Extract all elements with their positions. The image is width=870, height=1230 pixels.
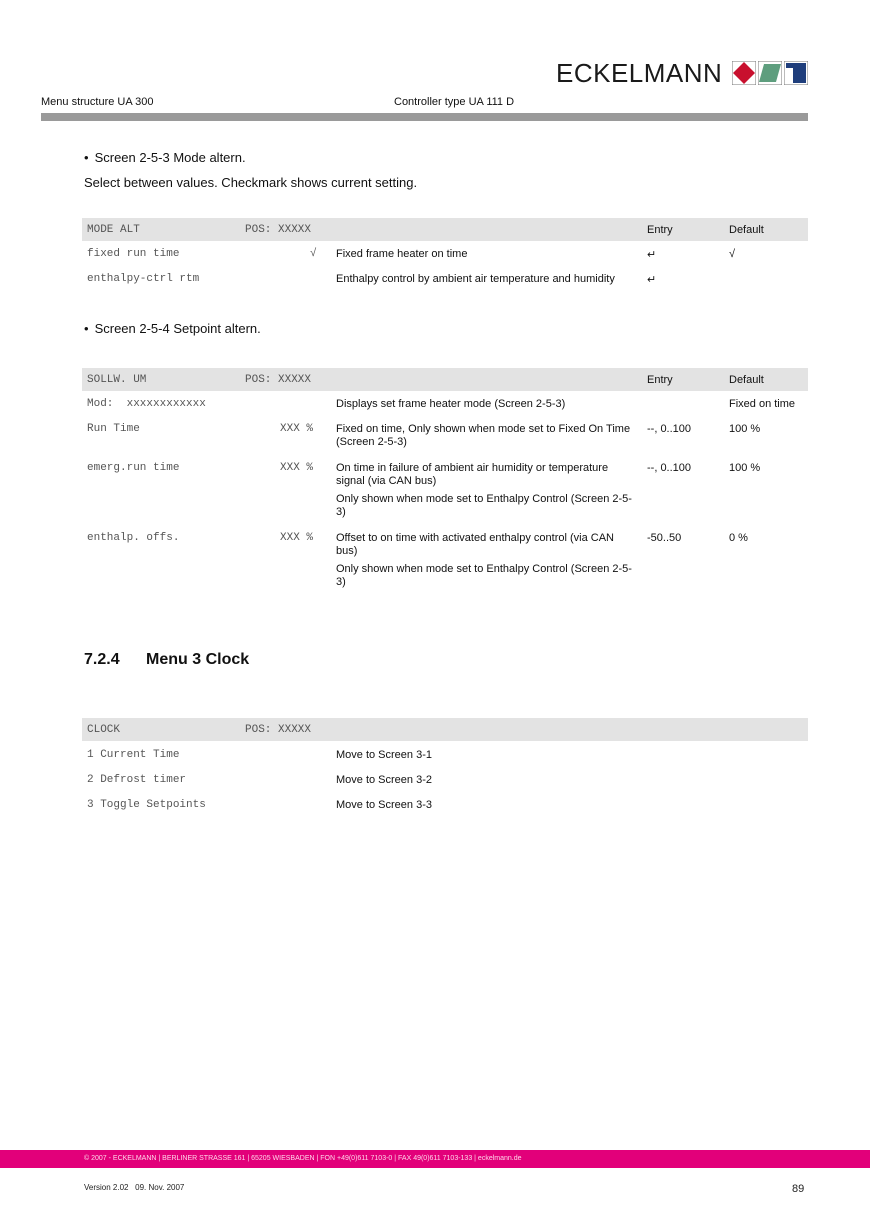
logo-text: ECKELMANN xyxy=(556,57,723,88)
header-left-text: Menu structure UA 300 xyxy=(41,96,154,108)
heading-number: 7.2.4 xyxy=(84,651,120,668)
logo-marks xyxy=(730,61,808,85)
row-description: Offset to on time with activated enthalpy control (via CAN bus) xyxy=(336,532,614,557)
row-screen-text: 3 Toggle Setpoints xyxy=(87,799,206,811)
row-default: 100 % xyxy=(729,423,761,435)
row-description: Move to Screen 3-1 xyxy=(336,749,432,761)
row-description: Enthalpy control by ambient air temperature and humidity xyxy=(336,273,615,285)
header-entry: Entry xyxy=(647,224,673,236)
row-description: Displays set frame heater mode (Screen 2-5-3) xyxy=(336,398,566,410)
row-default: √ xyxy=(729,248,736,260)
row-screen-text: 1 Current Time xyxy=(87,749,180,761)
row-value: XXX % xyxy=(280,532,314,544)
header-entry: Entry xyxy=(647,374,673,386)
header-default: Default xyxy=(729,224,764,236)
row-value: XXX % xyxy=(280,462,314,474)
header-pos: POS: XXXXX xyxy=(245,224,312,236)
logo-red-diamond-icon xyxy=(732,61,756,85)
section-title-mode-altern xyxy=(84,150,246,165)
row-description-note: Only shown when mode set to Enthalpy Control (Screen 2-5-3) xyxy=(336,563,632,588)
header-pos: POS: XXXXX xyxy=(245,724,312,736)
row-description: Fixed on time, Only shown when mode set to Fixed On Time (Screen 2-5-3) xyxy=(336,423,631,448)
version-text: Version 2.02 09. Nov. 2007 xyxy=(84,1183,185,1192)
row-default: 100 % xyxy=(729,462,761,474)
bullet-icon: • xyxy=(84,321,89,336)
table-header-sollw-um xyxy=(82,368,808,391)
row-description: Fixed frame heater on time xyxy=(336,248,468,260)
header-default: Default xyxy=(729,374,764,386)
row-screen-text: emerg.run time xyxy=(87,462,180,474)
page-number: 89 xyxy=(792,1183,805,1195)
header-screen: MODE ALT xyxy=(87,224,140,236)
row-default: Fixed on time xyxy=(729,398,796,410)
header-pos: POS: XXXXX xyxy=(245,374,312,386)
row-screen-text: Run Time xyxy=(87,423,140,435)
row-entry: --, 0..100 xyxy=(647,462,692,474)
header-screen: CLOCK xyxy=(87,724,121,736)
row-screen-text: enthalpy-ctrl rtm xyxy=(87,273,200,285)
section-description: Select between values. Checkmark shows current setting. xyxy=(84,175,418,190)
row-value: XXX % xyxy=(280,423,314,435)
row-entry: ↵ xyxy=(647,249,657,261)
row-value: √ xyxy=(310,248,317,260)
row-screen-text: 2 Defrost timer xyxy=(87,774,187,786)
row-entry: -50..50 xyxy=(647,532,682,544)
row-description: Move to Screen 3-3 xyxy=(336,799,432,811)
header-divider xyxy=(41,113,808,121)
footer-contact: © 2007 - ECKELMANN | BERLINER STRASSE 161 | 65205 WIESBADEN | FON +49(0)611 7103-0 | FAX 49(0)611 7103-133 | eckelmann.de xyxy=(84,1155,522,1162)
row-description: On time in failure of ambient air humidity or temperature signal (via CAN bus) xyxy=(336,462,609,487)
row-screen-text: enthalp. offs. xyxy=(87,532,180,544)
header-screen: SOLLW. UM xyxy=(87,374,147,386)
table-header-mode-alt xyxy=(82,218,808,241)
heading-text: Menu 3 Clock xyxy=(146,651,250,668)
table-header-clock xyxy=(82,718,808,741)
logo-blue-t-icon xyxy=(784,61,808,85)
logo-green-parallelogram-icon xyxy=(758,61,782,85)
row-default: 0 % xyxy=(729,532,748,544)
section-title-text: Screen 2-5-4 Setpoint altern. xyxy=(94,321,261,336)
row-screen-text: Mod: xxxxxxxxxxxx xyxy=(87,398,206,410)
row-description-note: Only shown when mode set to Enthalpy Control (Screen 2-5-3) xyxy=(336,493,632,518)
row-entry: --, 0..100 xyxy=(647,423,692,435)
header-center-text: Controller type UA 111 D xyxy=(394,96,515,108)
company-logo xyxy=(556,58,808,88)
row-description: Move to Screen 3-2 xyxy=(336,774,432,786)
row-entry: ↵ xyxy=(647,274,657,286)
section-title-setpoint-altern xyxy=(84,321,261,336)
section-title-text: Screen 2-5-3 Mode altern. xyxy=(94,150,246,165)
section-heading-menu-3-clock xyxy=(84,651,249,669)
bullet-icon: • xyxy=(84,150,89,165)
row-screen-text: fixed run time xyxy=(87,248,180,260)
